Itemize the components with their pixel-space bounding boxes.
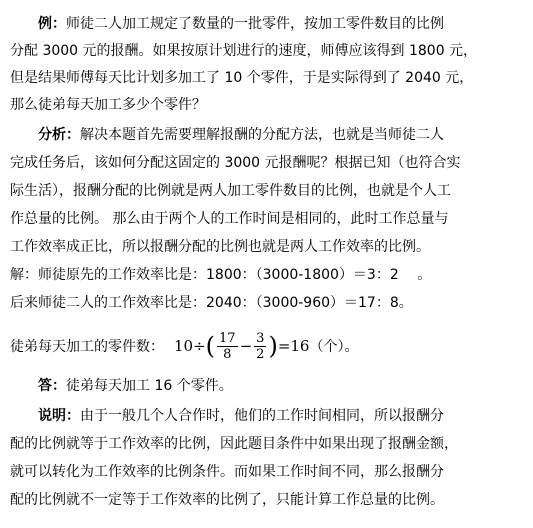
analysis-line-5: 工作效率成正比，所以报酬分配的比例也就是两人工作效率的比例。 <box>10 239 430 255</box>
example-label: 例： <box>38 16 66 32</box>
formula-result: =16 <box>277 337 310 355</box>
answer-label: 答： <box>38 378 66 394</box>
explanation-text-1: 由于一般几个人合作时，他们的工作时间相同，所以报酬分 <box>80 408 444 424</box>
analysis-line-4: 作总量的比例。 那么由于两个人的工作时间是相同的，此时工作总量与 <box>10 211 449 227</box>
analysis-line-2: 完成任务后，该如何分配这固定的 3000 元报酬呢？根据已知（也符合实 <box>10 155 461 171</box>
fraction-2-denominator: 2 <box>256 346 265 362</box>
explanation-line-3: 就可以转化为工作效率的比例条件。而如果工作时间不同，那么报酬分 <box>10 464 444 480</box>
formula-expression <box>174 331 309 362</box>
example-line-2: 分配 3000 元的报酬。如果按原计划进行的速度，师傅应该得到 1800 元， <box>10 43 478 59</box>
example-line-1 <box>10 14 533 34</box>
explanation-line-4: 配的比例就不一定等于工作效率的比例了，只能计算工作总量的比例。 <box>10 492 444 508</box>
explanation-line-2: 配的比例就等于工作效率的比例，因此题目条件中如果出现了报酬金额， <box>10 436 458 452</box>
fraction-1-numerator: 17 <box>219 330 236 346</box>
solution-line-1: 解：师徒原先的工作效率比是：1800：（3000-1800）＝3：2 。 <box>10 267 432 283</box>
answer-text: 徒弟每天加工 16 个零件。 <box>66 378 233 394</box>
example-line-4: 那么徒弟每天加工多少个零件？ <box>10 97 206 113</box>
fraction-3-2 <box>254 331 266 362</box>
explanation-line-1 <box>10 406 533 426</box>
formula-line <box>10 326 358 366</box>
analysis-line-1 <box>10 125 533 145</box>
formula-prefix: 10÷ <box>174 337 206 355</box>
formula-minus: − <box>239 337 253 355</box>
formula-close-paren: ) <box>268 332 278 360</box>
analysis-label: 分析： <box>38 127 80 143</box>
solution-line-2: 后来师徒二人的工作效率比是：2040：（3000-960）＝17：8。 <box>10 295 413 311</box>
analysis-text-1: 解决本题首先需要理解报酬的分配方法，也就是当师徒二人 <box>80 127 444 143</box>
fraction-17-8 <box>217 331 238 362</box>
example-text-1: 师徒二人加工规定了数量的一批零件，按加工零件数目的比例 <box>66 16 444 32</box>
answer-line <box>10 376 533 396</box>
explanation-label: 说明： <box>38 408 80 424</box>
analysis-line-3: 际生活），报酬分配的比例就是两人加工零件数目的比例，也就是个人工 <box>10 183 451 199</box>
formula-open-paren: ( <box>205 332 216 360</box>
fraction-1-denominator: 8 <box>223 346 232 362</box>
fraction-2-numerator: 3 <box>256 330 265 346</box>
formula-label: 徒弟每天加工的零件数： <box>10 339 164 355</box>
formula-unit: （个）。 <box>309 339 359 355</box>
example-line-3: 但是结果师傅每天比计划多加工了 10 个零件，于是实际得到了 2040 元， <box>10 70 474 86</box>
